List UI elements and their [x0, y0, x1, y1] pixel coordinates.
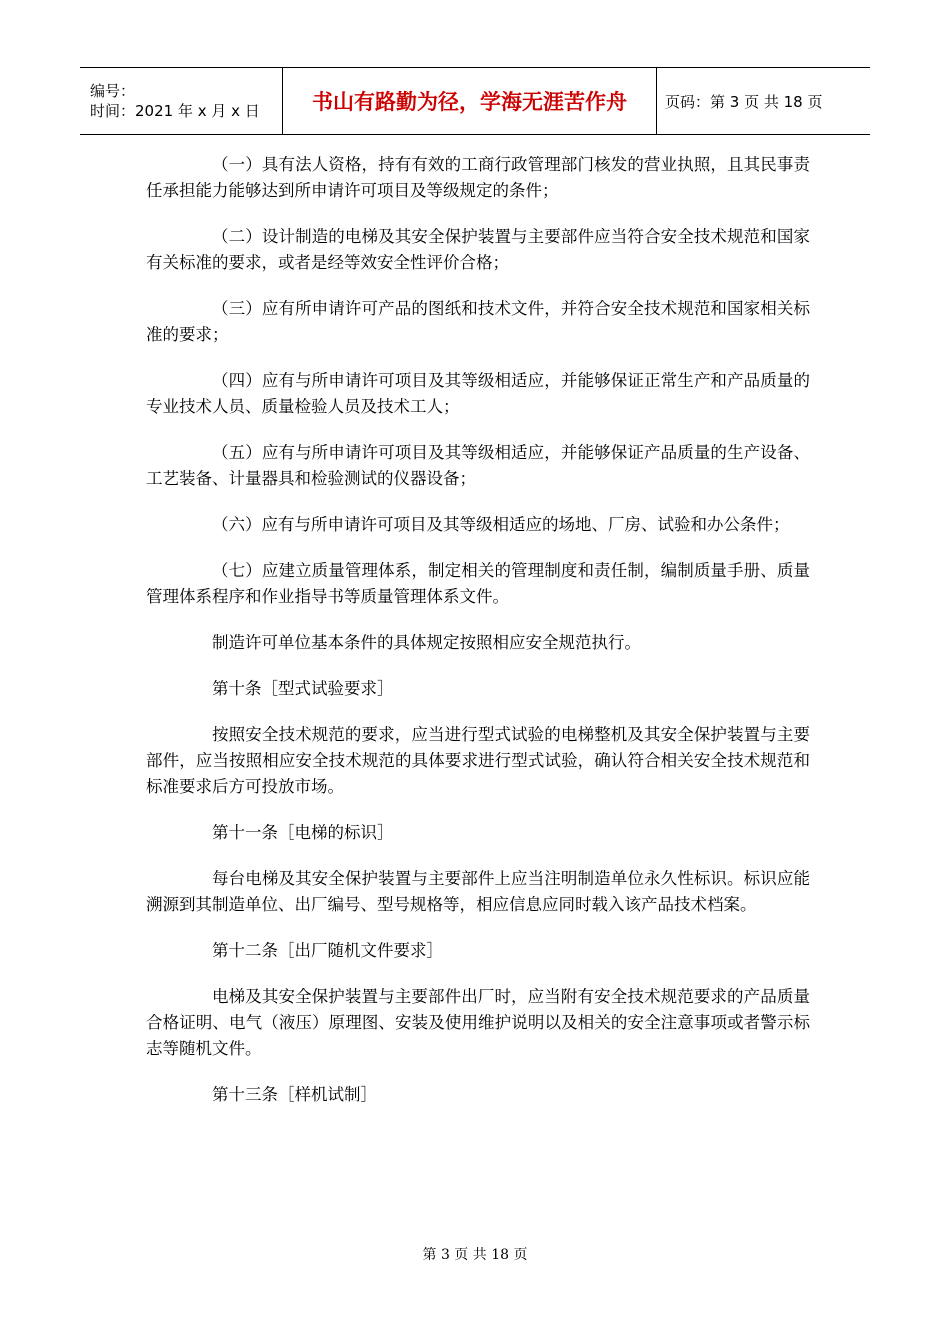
paragraph: （三）应有所申请许可产品的图纸和技术文件，并符合安全技术规范和国家相关标准的要求； — [146, 299, 810, 344]
article-heading: 第十一条［电梯的标识］ — [212, 823, 394, 842]
header-motto-cell — [282, 68, 657, 134]
header-motto: 书山有路勤为径，学海无涯苦作舟 — [312, 90, 627, 114]
paragraph: 按照安全技术规范的要求，应当进行型式试验的电梯整机及其安全保护装置与主要部件，应当按照相应安全技术规范的具体要求进行型式试验，确认符合相关安全技术规范和标准要求后方可投放市场。 — [146, 725, 810, 796]
paragraph: 制造许可单位基本条件的具体规定按照相应安全规范执行。 — [212, 633, 641, 652]
paragraph: 每台电梯及其安全保护装置与主要部件上应当注明制造单位永久性标识。标识应能溯源到其制造单位、出厂编号、型号规格等，相应信息应同时载入该产品技术档案。 — [146, 869, 810, 914]
paragraph: （四）应有与所申请许可项目及其等级相适应，并能够保证正常生产和产品质量的专业技术人员、质量检验人员及技术工人； — [146, 371, 810, 416]
paragraph: （六）应有与所申请许可项目及其等级相适应的场地、厂房、试验和办公条件； — [212, 515, 790, 534]
header-left-cell — [80, 68, 282, 134]
header-page-info: 页码：第 3 页 共 18 页 — [665, 92, 823, 111]
article-heading: 第十二条［出厂随机文件要求］ — [212, 941, 443, 960]
paragraph: 电梯及其安全保护装置与主要部件出厂时，应当附有安全技术规范要求的产品质量合格证明、电气（液压）原理图、安装及使用维护说明以及相关的安全注意事项或者警示标志等随机文件。 — [146, 987, 810, 1058]
paragraph: （一）具有法人资格，持有有效的工商行政管理部门核发的营业执照，且其民事责任承担能力能够达到所申请许可项目及等级规定的条件； — [146, 155, 810, 200]
article-heading: 第十条［型式试验要求］ — [212, 679, 394, 698]
document-number-label: 编号： — [90, 82, 136, 100]
header-page-cell — [657, 68, 870, 134]
paragraph: （五）应有与所申请许可项目及其等级相适应，并能够保证产品质量的生产设备、工艺装备、计量器具和检验测试的仪器设备； — [146, 443, 810, 488]
page-header — [80, 67, 870, 135]
article-heading: 第十三条［样机试制］ — [212, 1085, 377, 1104]
paragraph: （七）应建立质量管理体系，制定相关的管理制度和责任制，编制质量手册、质量管理体系程序和作业指导书等质量管理体系文件。 — [146, 561, 810, 606]
paragraph: （二）设计制造的电梯及其安全保护装置与主要部件应当符合安全技术规范和国家有关标准的要求，或者是经等效安全性评价合格； — [146, 227, 810, 272]
page-footer: 第 3 页 共 18 页 — [422, 1247, 528, 1263]
document-date: 时间：2021 年 x 月 x 日 — [90, 102, 260, 120]
document-body — [146, 152, 810, 1128]
